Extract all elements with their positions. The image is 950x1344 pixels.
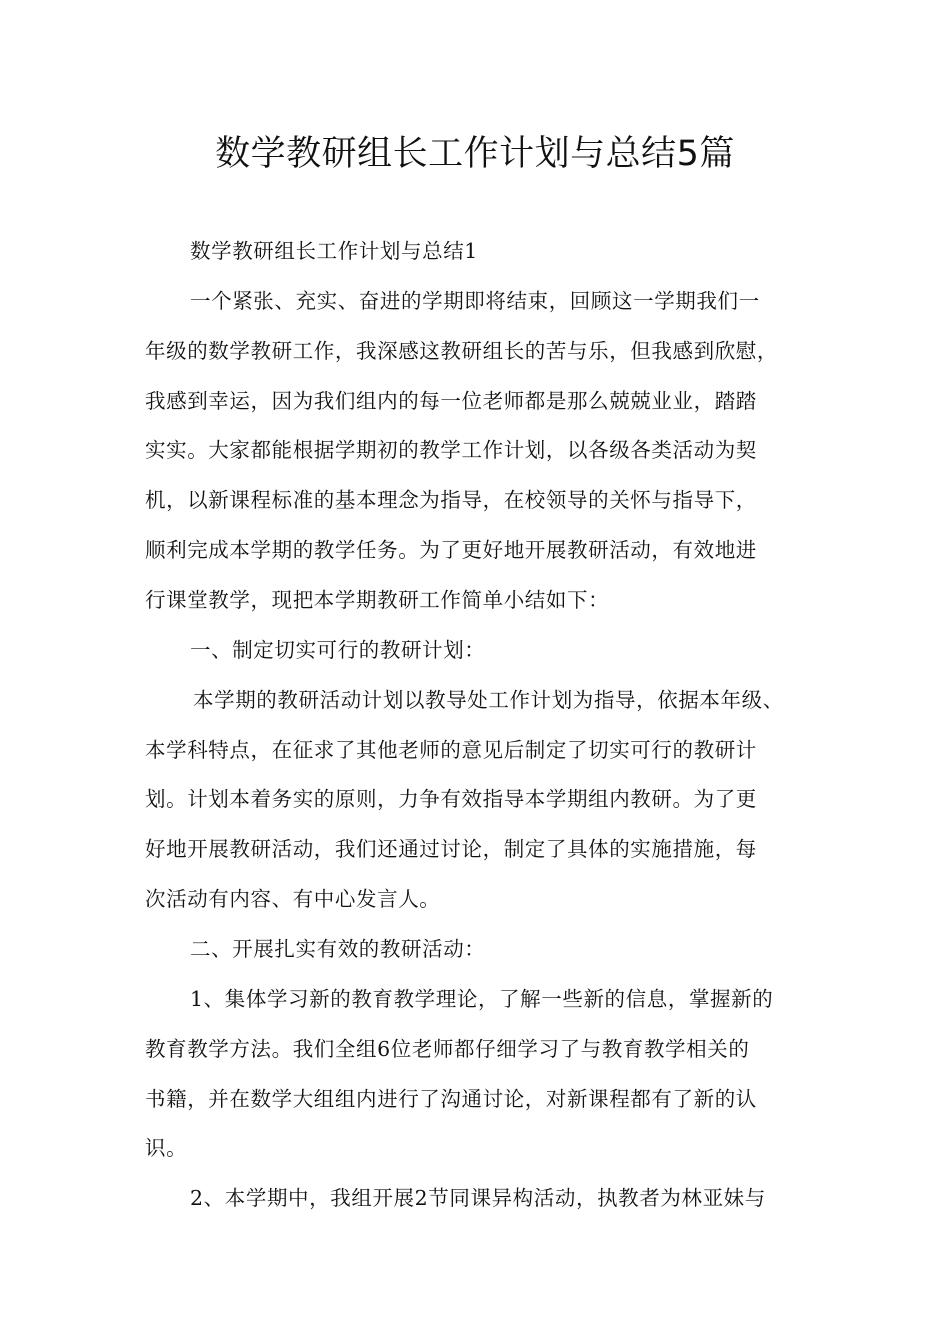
paragraph-line: 机，以新课程标准的基本理念为指导，在校领导的关怀与指导下， [145,488,757,512]
paragraph-line: 好地开展教研活动，我们还通过讨论，制定了具体的实施措施，每 [145,837,757,861]
paragraph-line: 一个紧张、充实、奋进的学期即将结束，回顾这一学期我们一 [190,289,760,313]
paragraph-line: 顺利完成本学期的教学任务。为了更好地开展教研活动，有效地进 [145,538,757,562]
paragraph-line: 次活动有内容、有中心发言人。 [145,887,441,911]
paragraph-line: 本学期的教研活动计划以教导处工作计划为指导，依据本年级、 [193,688,784,712]
section-heading: 数学教研组长工作计划与总结1 [190,239,478,263]
paragraph-line: 2、本学期中，我组开展2节同课异构活动，执教者为林亚妹与 [190,1186,766,1210]
paragraph-line: 书籍，并在数学大组组内进行了沟通讨论，对新课程都有了新的认 [145,1087,757,1111]
paragraph-line: 教育教学方法。我们全组6位老师都仔细学习了与教育教学相关的 [145,1037,750,1061]
paragraph-line: 行课堂教学，现把本学期教研工作简单小结如下： [145,588,610,612]
paragraph-line: 我感到幸运，因为我们组内的每一位老师都是那么兢兢业业，踏踏 [145,389,757,413]
document-title: 数学教研组长工作计划与总结5篇 [215,134,735,174]
section-heading: 一、制定切实可行的教研计划： [190,638,486,662]
paragraph-line: 年级的数学教研工作，我深感这教研组长的苦与乐，但我感到欣慰， [145,339,778,363]
paragraph-line: 识。 [145,1136,188,1160]
section-heading: 二、开展扎实有效的教研活动： [190,937,486,961]
paragraph-line: 本学科特点，在征求了其他老师的意见后制定了切实可行的教研计 [145,738,757,762]
paragraph-line: 划。计划本着务实的原则，力争有效指导本学期组内教研。为了更 [145,787,757,811]
paragraph-line: 实实。大家都能根据学期初的教学工作计划，以各级各类活动为契 [145,438,757,462]
paragraph-line: 1、集体学习新的教育教学理论，了解一些新的信息，掌握新的 [190,987,774,1011]
